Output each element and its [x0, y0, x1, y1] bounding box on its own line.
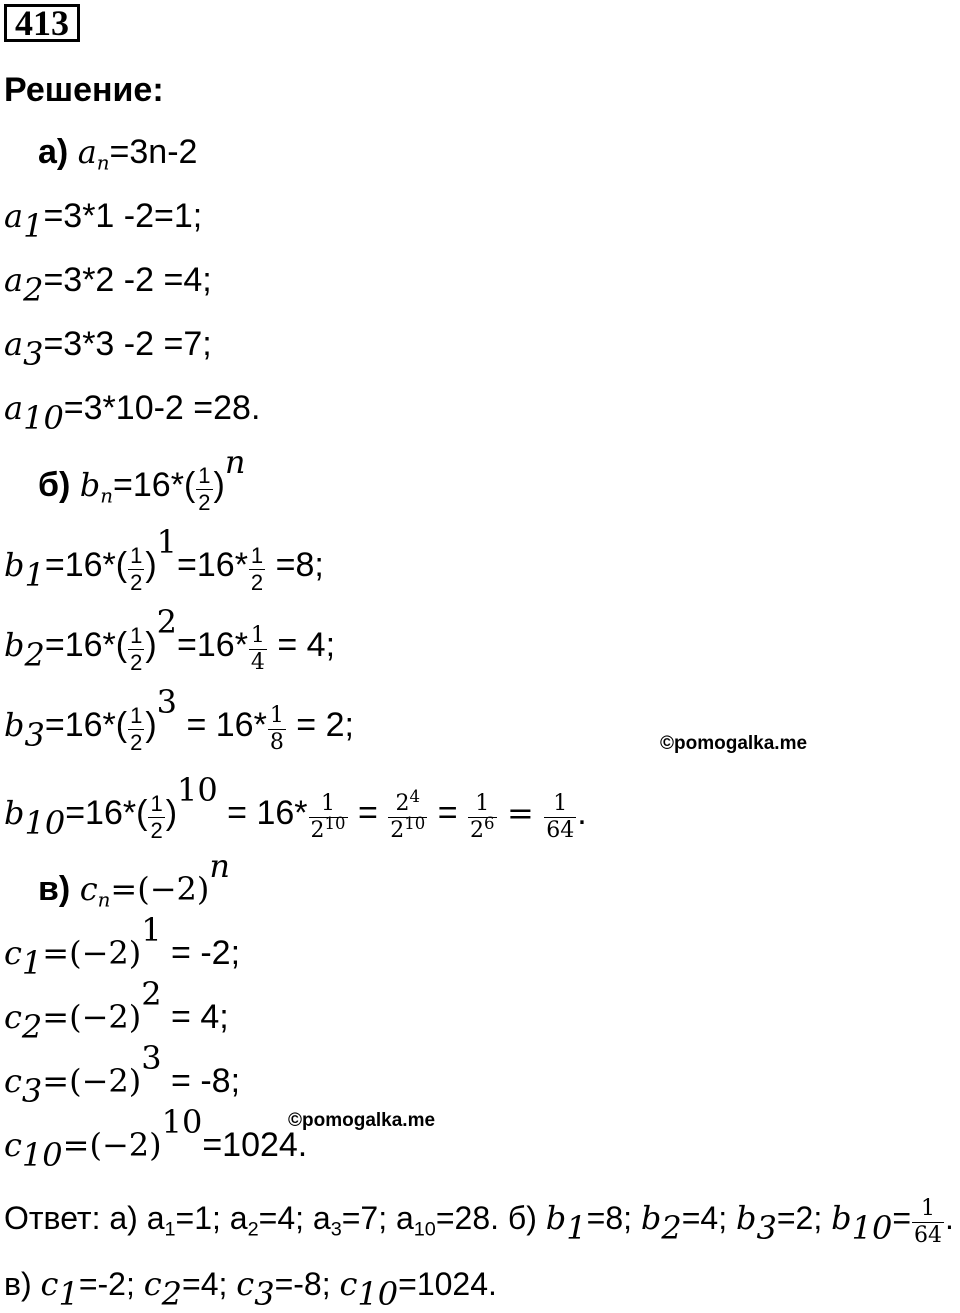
watermark: ©pomogalka.me [660, 733, 808, 754]
part-a-line-4: $a_{10}=3*10-2 =28$. [4, 389, 261, 438]
part-b-label: б) [38, 466, 71, 505]
part-a-label: а) [38, 133, 69, 171]
answer-line-2: в) $c_1=-2$; $c_2=4$; $c_3=-8$; $c_{10}=1024$. [4, 1265, 497, 1313]
part-c-line-1: $c_1=(-2)^1 = -2$; [4, 911, 241, 983]
part-b-line-3: $b_3=16*$( $\frac{1}{2}$ )$^3$ = 16* $\frac{1}{8}$ = 2; [4, 683, 354, 755]
heading: Решение: [4, 71, 164, 109]
part-c-header: в) $c_n=(-2)^n$ [38, 847, 230, 912]
watermark-2: ©pomogalka.me [288, 1110, 436, 1131]
part-c-line-2: $c_2=(-2)^2 = 4$; [4, 975, 229, 1047]
problem-number: 413 [4, 4, 80, 42]
part-b-line-1: $b_1=16*$( $\frac{1}{2}$ )$^1$=16* $\frac{1}{2}$ =8; [4, 523, 324, 595]
part-c-line-4: $c_{10}=(-2)^{10}=1024$. [4, 1103, 308, 1175]
part-c-line-3: $c_3=(-2)^3 = -8$; [4, 1039, 241, 1111]
part-b-line-4: $b_{10}=16*$( $\frac{1}{2}$ )$^{10}$ = 16* $\frac{1}{2^{10}}$ = $\frac{2^4}{2^{10}}$ = $\frac{1}{2^6}$ = $\frac{1}{64}$ . [4, 771, 587, 843]
part-b-header: б) $b_n=16*$( $\frac{1}{2}$ )$^n$ [38, 443, 246, 515]
answer-line-1: Ответ: а) $a_1=1$; $a_2=4$; $a_3=7$; $a_{10}=28$. б) $b_1=8$; $b_2=4$; $b_3=2$; $b_{10}=$ $\frac{1}{64}$ . [4, 1196, 954, 1248]
part-b-line-2: $b_2=16*$( $\frac{1}{2}$ )$^2$=16* $\frac{1}{4}$ = 4; [4, 603, 336, 675]
part-a-line-3: $a_3=3*3$ -2 =7; [4, 325, 212, 374]
part-a-header: а) $a_n=3n-2$ [38, 133, 198, 175]
part-a-formula: =3n-2 [109, 133, 198, 171]
part-a-line-2: $a_2=3*2$ -2 =4; [4, 261, 212, 310]
part-a-line-1: $a_1=3*1$ -2=1; [4, 197, 203, 246]
part-c-label: в) [38, 870, 71, 909]
